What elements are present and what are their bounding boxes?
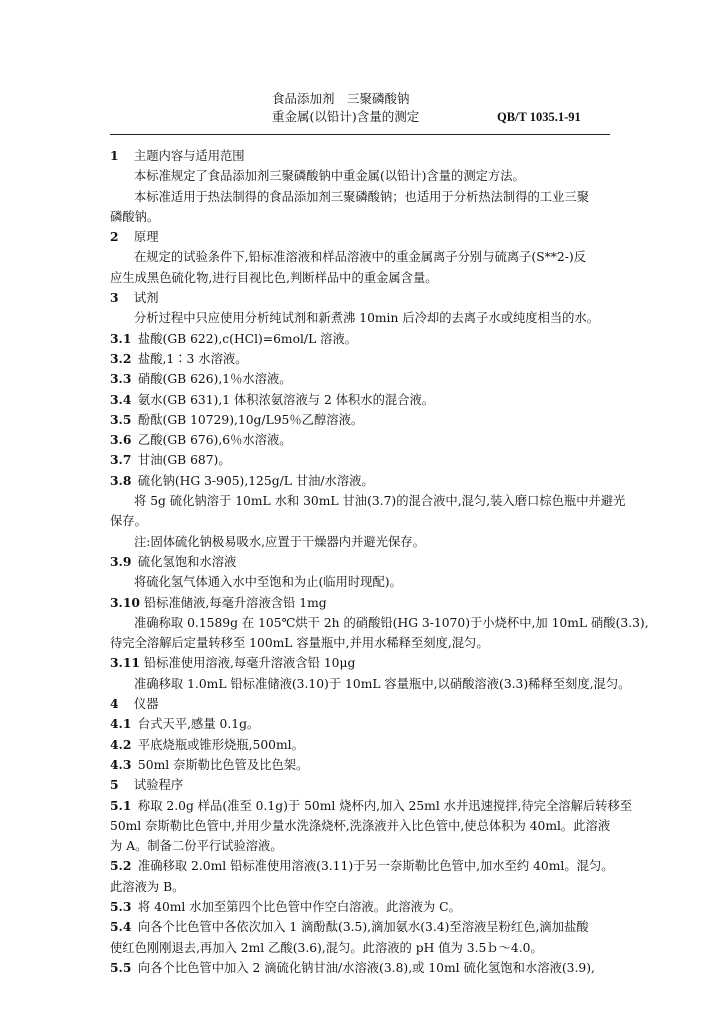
line-text: 准确移取 1.0mL 铅标准储液(3.10)于 10mL 容量瓶中,以硝酸溶液(3.3)稀释至刻度,混匀。	[134, 676, 631, 691]
clause-number: 4	[110, 696, 119, 712]
line-text: 硝酸(GB 626),1％水溶液。	[137, 372, 292, 387]
line-text: 磷酸钠。	[110, 209, 160, 224]
line-text: 此溶液为 B。	[110, 879, 185, 894]
line-text: 台式天平,感量 0.1g。	[137, 717, 260, 732]
text-line	[110, 268, 615, 288]
section-heading	[110, 775, 615, 795]
clause-line	[110, 430, 615, 450]
clause-number: 4.1	[110, 716, 132, 732]
text-line	[110, 247, 615, 267]
line-text: 分析过程中只应使用分析纯试剂和新煮沸 10min 后冷却的去离子水或纯度相当的水。	[134, 311, 600, 326]
clause-line	[110, 653, 615, 673]
line-text: 平底烧瓶或锥形烧瓶,500ml。	[137, 737, 304, 752]
standard-code: QB/T 1035.1-91	[497, 110, 581, 124]
line-text: 乙酸(GB 676),6％水溶液。	[137, 433, 292, 448]
clause-line	[110, 349, 615, 369]
line-text: 使红色刚刚退去,再加入 2ml 乙酸(3.6),混匀。此溶液的 pH 值为 3.5ｂ～4.0。	[110, 940, 543, 955]
clause-line	[110, 796, 633, 816]
line-text: 50ml 奈斯勒比色管中,并用少量水洗涤烧杯,洗涤液并入比色管中,使总体积为 40ml。此溶液	[110, 818, 611, 833]
clause-number: 2	[110, 229, 119, 245]
header-title-line1: 食品添加剂 三聚磷酸钠	[272, 91, 410, 106]
text-line	[110, 187, 615, 207]
text-line	[110, 572, 615, 592]
text-line	[110, 674, 631, 694]
clause-line	[110, 369, 615, 389]
line-text: 甘油(GB 687)。	[137, 453, 231, 468]
clause-number: 5.3	[110, 898, 132, 914]
line-text: 本标准适用于热法制得的食品添加剂三聚磷酸钠；也适用于分析热法制得的工业三聚	[134, 189, 589, 204]
section-heading	[110, 694, 615, 714]
line-text: 待完全溶解后定量转移至 100mL 容量瓶中,并用水稀释至刻度,混匀。	[110, 636, 489, 651]
line-text: 50ml 奈斯勒比色管及比色架。	[137, 757, 309, 772]
text-line	[110, 511, 615, 531]
line-text: 准确称取 0.1589g 在 105℃烘干 2h 的硝酸铅(HG 3-1070)于小烧杯中,加 10mL 硝酸(3.3),	[134, 615, 649, 630]
clause-line	[110, 917, 615, 937]
section-heading	[110, 288, 615, 308]
header-rule	[110, 134, 610, 135]
line-text: 仪器	[133, 697, 159, 712]
text-line	[110, 532, 615, 552]
clause-number: 4.3	[110, 756, 132, 772]
clause-number: 3.3	[110, 371, 132, 387]
clause-line	[110, 450, 615, 470]
clause-number: 3.6	[110, 432, 132, 448]
line-text: 在规定的试验条件下,铅标准溶液和样品溶液中的重金属离子分别与硫离子(S**2-)反	[134, 250, 587, 265]
line-text: 应生成黑色硫化物,进行目视比色,判断样品中的重金属含量。	[110, 270, 438, 285]
clause-number: 3	[110, 290, 119, 306]
clause-number: 3.4	[110, 391, 132, 407]
clause-line	[110, 897, 615, 917]
line-text: 酚酞(GB 10729),10g/L95％乙醇溶液。	[137, 412, 364, 427]
line-text: 硫化钠(HG 3-905),125g/L 甘油/水溶液。	[137, 473, 374, 488]
line-text: 向各个比色管中各依次加入 1 滴酚酞(3.5),滴加氨水(3.4)至溶液呈粉红色,滴加盐酸	[137, 920, 589, 935]
line-text: 氨水(GB 631),1 体积浓氨溶液与 2 体积水的混合液。	[137, 392, 435, 407]
clause-number: 3.9	[110, 553, 132, 569]
line-text: 将 40ml 水加至第四个比色管中作空白溶液。此溶液为 C。	[137, 899, 461, 914]
text-line	[110, 877, 615, 897]
line-text: 准确移取 2.0ml 铅标准使用溶液(3.11)于另一奈斯勒比色管中,加水至约 40ml。混匀。	[137, 859, 614, 874]
line-text: 试验程序	[133, 778, 184, 793]
clause-number: 5.1	[110, 797, 132, 813]
clause-number: 3.10	[110, 594, 140, 610]
clause-line	[110, 390, 615, 410]
line-text: 硫化氢饱和水溶液	[137, 554, 237, 569]
clause-line	[110, 552, 615, 572]
clause-line	[110, 755, 615, 775]
text-line	[110, 166, 615, 186]
clause-number: 3.11	[110, 655, 140, 671]
line-text: 盐酸(GB 622),c(HCl)=6mol/L 溶液。	[137, 331, 358, 346]
clause-line	[110, 471, 615, 491]
clause-number: 4.2	[110, 736, 132, 752]
line-text: 为 A。制备二份平行试验溶液。	[110, 839, 283, 854]
clause-number: 5.4	[110, 919, 132, 935]
clause-number: 3.7	[110, 452, 132, 468]
line-text: 盐酸,1∶3 水溶液。	[137, 351, 248, 366]
line-text: 向各个比色管中加入 2 滴硫化钠甘油/水溶液(3.8),或 10ml 硫化氢饱和水溶液(3.9),	[137, 960, 595, 975]
clause-line	[110, 856, 615, 876]
text-line	[110, 613, 649, 633]
clause-line	[110, 714, 615, 734]
line-text: 注:固体硫化钠极易吸水,应置于干燥器内并避光保存。	[134, 534, 425, 549]
line-text: 试剂	[133, 291, 159, 306]
line-text: 保存。	[110, 514, 147, 529]
clause-number: 5	[110, 777, 119, 793]
document-body	[110, 146, 649, 978]
clause-line	[110, 410, 615, 430]
clause-line	[110, 593, 615, 613]
text-line	[110, 207, 615, 227]
text-line	[110, 633, 615, 653]
clause-number: 5.5	[110, 959, 132, 975]
text-line	[110, 308, 615, 328]
clause-number: 1	[110, 148, 119, 163]
line-text: 将 5g 硫化钠溶于 10mL 水和 30mL 甘油(3.7)的混合液中,混匀,装入磨口棕色瓶中并避光	[134, 494, 626, 509]
line-text: 铅标准储液,每毫升溶液含铅 1mg	[143, 595, 327, 610]
section-heading	[110, 146, 615, 166]
clause-line	[110, 958, 615, 978]
line-text: 铅标准使用溶液,每毫升溶液含铅 10μg	[143, 656, 356, 671]
text-line	[110, 836, 615, 856]
text-line	[110, 491, 626, 511]
text-line	[110, 816, 615, 836]
line-text: 称取 2.0g 样品(准至 0.1g)于 50ml 烧杯内,加入 25ml 水并迅速搅拌,待完全溶解后转移至	[137, 798, 633, 813]
clause-number: 3.5	[110, 411, 132, 427]
clause-line	[110, 735, 615, 755]
clause-number: 3.2	[110, 350, 132, 366]
section-heading	[110, 227, 615, 247]
clause-number: 3.1	[110, 330, 132, 346]
line-text: 将硫化氢气体通入水中至饱和为止(临用时现配)。	[134, 575, 402, 590]
clause-number: 3.8	[110, 472, 132, 488]
line-text: 原理	[133, 230, 159, 245]
clause-number: 5.2	[110, 858, 132, 874]
text-line	[110, 938, 615, 958]
line-text: 本标准规定了食品添加剂三聚磷酸钠中重金属(以铅计)含量的测定方法。	[134, 169, 525, 184]
header-title-line2: 重金属(以铅计)含量的测定	[272, 109, 420, 124]
clause-line	[110, 329, 615, 349]
line-text: 主题内容与适用范围	[133, 149, 245, 163]
